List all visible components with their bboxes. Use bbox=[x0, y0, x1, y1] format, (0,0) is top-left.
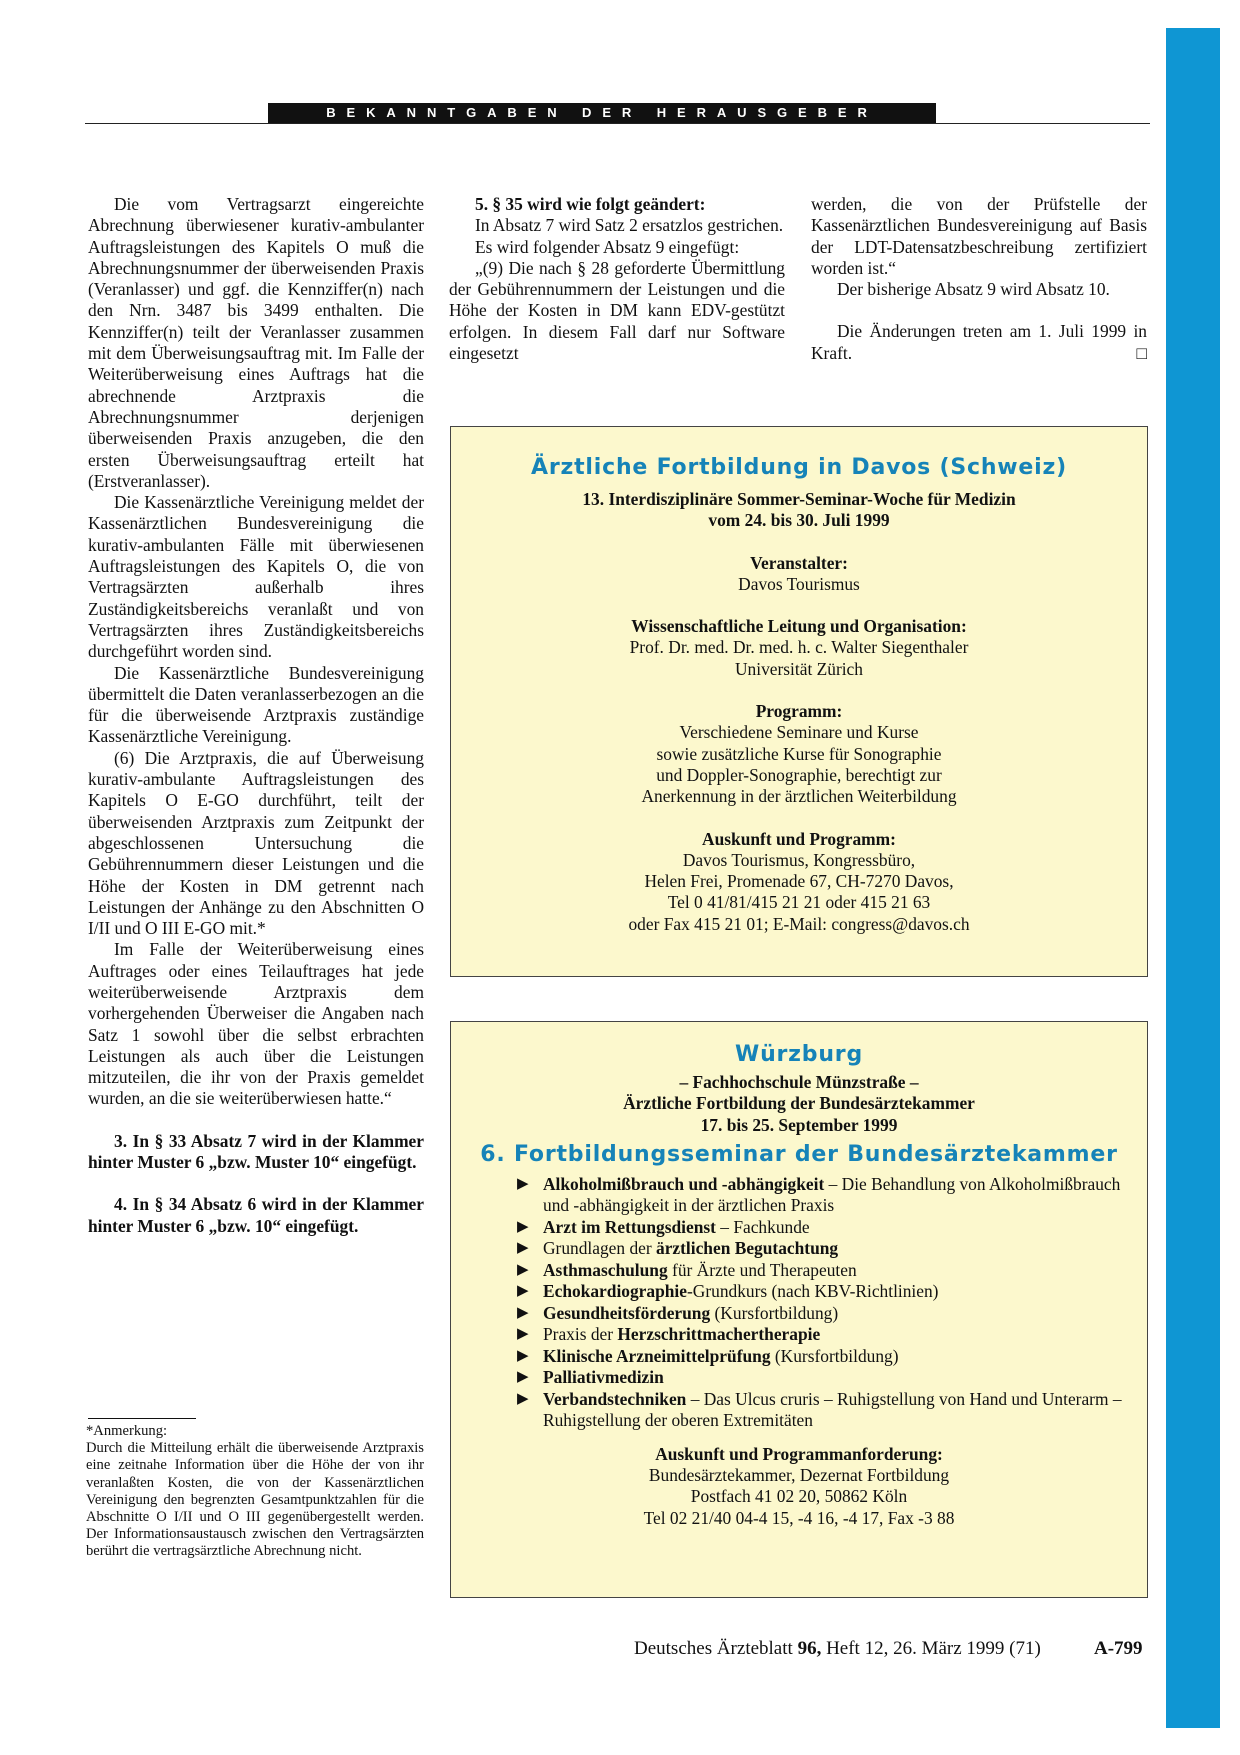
topic-name: Alkoholmißbrauch und -abhängigkeit bbox=[543, 1173, 825, 1194]
topic-name: Palliativmedizin bbox=[543, 1367, 664, 1388]
program-line: Verschiedene Seminare und Kurse bbox=[679, 722, 919, 743]
amendment-3: 3. In § 33 Absatz 7 wird in der Klammer hinter Muster 6 „bzw. Muster 10“ eingefügt. bbox=[88, 1130, 424, 1173]
program-line: und Doppler-Sonographie, berechtigt zur bbox=[656, 764, 942, 785]
topic-detail: für Ärzte und Therapeuten bbox=[667, 1259, 857, 1280]
seminar-topic-item bbox=[517, 1367, 1127, 1389]
journal-name: Deutsches Ärzteblatt bbox=[634, 1638, 793, 1659]
davos-announcement-box bbox=[450, 426, 1148, 977]
wuerzburg-announcement-box bbox=[450, 1021, 1148, 1598]
wuerzburg-dates: 17. bis 25. September 1999 bbox=[700, 1114, 898, 1135]
topic-name: Herzschrittmachertherapie bbox=[617, 1324, 821, 1345]
paragraph: Die Kassenärztliche Vereinigung meldet der Kassenärztlichen Bundesvereinigung die kurativ-ambulanten Fälle mit überwiesenen Auftragsleistungen des Kapitels O, die von Vertragsärzten außerhalb ihres Zuständigkeitsbereichs veranlaßt und von Vertragsärzten ihres Zuständigkeitsbereichs durchgeführt worden sind. bbox=[88, 492, 424, 662]
triangle-bullet-icon: ▶ bbox=[517, 1347, 529, 1364]
wuerzburg-venue: – Fachhochschule Münzstraße – bbox=[679, 1072, 919, 1092]
seminar-topic-item bbox=[517, 1324, 1127, 1346]
topic-name: Verbandstechniken bbox=[543, 1388, 687, 1409]
wuerzburg-title: Würzburg bbox=[735, 1042, 863, 1067]
seminar-topic-item bbox=[517, 1303, 1127, 1325]
topic-name: Echokardiographie bbox=[543, 1281, 687, 1302]
paragraph: werden, die von der Prüfstelle der Kassenärztlichen Bundesvereinigung auf Basis der LDT-Datensatzbeschreibung zertifiziert worden ist.“ bbox=[811, 194, 1147, 278]
lead-name: Prof. Dr. med. Dr. med. h. c. Walter Siegenthaler bbox=[629, 637, 969, 658]
topic-detail: – Fachkunde bbox=[715, 1216, 810, 1237]
topic-detail: -Grundkurs (nach KBV-Richtlinien) bbox=[686, 1281, 939, 1302]
seminar-topic-item bbox=[517, 1174, 1127, 1217]
organizer: Davos Tourismus bbox=[738, 573, 860, 594]
program-line: Anerkennung in der ärztlichen Weiterbildung bbox=[641, 786, 957, 807]
journal-volume: 96, bbox=[797, 1638, 822, 1659]
lead-org: Universität Zürich bbox=[735, 658, 863, 679]
footnote-label: *Anmerkung: bbox=[86, 1423, 168, 1439]
contact-label: Auskunft und Programmanforderung: bbox=[655, 1443, 943, 1464]
triangle-bullet-icon: ▶ bbox=[517, 1240, 529, 1257]
paragraph: „(9) Die nach § 28 geforderte Übermittlung der Gebührennummern der Leistungen und die Höhe der Kosten in DM kann EDV-gestützt erfolgen. In diesem Fall darf nur Software eingesetzt bbox=[449, 257, 785, 364]
contact-line: Bundesärztekammer, Dezernat Fortbildung bbox=[648, 1465, 950, 1486]
triangle-bullet-icon: ▶ bbox=[517, 1283, 529, 1300]
seminar-topic-item bbox=[517, 1260, 1127, 1282]
topic-detail: – Die Behandlung von Alkoholmißbrauch und -abhängigkeit in der ärztlichen Praxis bbox=[543, 1173, 1121, 1216]
info-line: oder Fax 415 21 01; E-Mail: congress@davos.ch bbox=[628, 913, 970, 934]
column-left bbox=[88, 194, 424, 1237]
amendment-5-heading: 5. § 35 wird wie folgt geändert: bbox=[475, 194, 706, 214]
topic-name: Klinische Arzneimittelprüfung bbox=[543, 1345, 771, 1366]
seminar-topic-item bbox=[517, 1346, 1127, 1368]
organizer-label: Veranstalter: bbox=[750, 552, 848, 573]
effective-date-text: Die Änderungen treten am 1. Juli 1999 in Kraft. bbox=[811, 321, 1147, 363]
topic-prefix: Praxis der bbox=[543, 1324, 618, 1345]
footnote-text: Durch die Mitteilung erhält die überweisende Arztpraxis eine zeitnahe Information über die Höhe der von ihr veranlaßten Kosten, die von der Kassenärztlichen Vereinigung den begrenzten Gesamtpunktzahlen für die Abschnitte O I/II und O III gegenübergestellt werden. Der Informationsaustausch zwischen den Vertragsärzten berührt die vertragsärztliche Abrechnung nicht. bbox=[86, 1440, 424, 1560]
paragraph: Es wird folgender Absatz 9 eingefügt: bbox=[475, 236, 740, 257]
info-line: Tel 0 41/81/415 21 21 oder 415 21 63 bbox=[667, 892, 931, 913]
paragraph: (6) Die Arztpraxis, die auf Überweisung kurativ-ambulante Auftragsleistungen des Kapitels O E-GO durchführt, teilt der überweisenden Arztpraxis zum Zeitpunkt der abgeschlossenen Untersuchung die Gebührennummern dieser Leistungen und die Höhe der Kosten in DM getrennt nach Leistungen der Anhänge zu den Abschnitten O I/II und O III E-GO mit.* bbox=[88, 747, 424, 939]
column-right bbox=[811, 194, 1147, 364]
seminar-topic-item bbox=[517, 1281, 1127, 1303]
paragraph bbox=[811, 321, 1147, 364]
header-rule bbox=[85, 123, 1150, 124]
paragraph: Im Falle der Weiterüberweisung eines Auftrages oder eines Teilauftrages hat jede weiterüberweisende Arztpraxis dem vorhergehenden Überweiser die Angaben nach Satz 1 sowohl über die selbst erbrachten Leistungen als auch über die Leistungen mitzuteilen, die ihr von der Praxis gemeldet wurden, an die sie weiterüberwiesen hatte.“ bbox=[88, 939, 424, 1109]
triangle-bullet-icon: ▶ bbox=[517, 1175, 529, 1192]
seminar-title: 6. Fortbildungsseminar der Bundesärztekammer bbox=[480, 1141, 1118, 1167]
footnote-rule bbox=[88, 1418, 196, 1419]
info-label: Auskunft und Programm: bbox=[702, 828, 896, 849]
paragraph: Die Kassenärztliche Bundesvereinigung übermittelt die Daten veranlasserbezogen an die für die überweisende Arztpraxis zuständige Kassenärztliche Vereinigung. bbox=[88, 662, 424, 747]
seminar-topic-item bbox=[517, 1217, 1127, 1239]
triangle-bullet-icon: ▶ bbox=[517, 1218, 529, 1235]
seminar-topic-item bbox=[517, 1238, 1127, 1260]
column-middle bbox=[449, 194, 785, 364]
topic-name: Gesundheitsförderung bbox=[543, 1302, 711, 1323]
paragraph: Der bisherige Absatz 9 wird Absatz 10. bbox=[837, 279, 1110, 300]
topic-name: ärztlichen Begutachtung bbox=[656, 1238, 839, 1259]
topic-prefix: Grundlagen der bbox=[543, 1238, 656, 1259]
program-line: sowie zusätzliche Kurse für Sonographie bbox=[656, 743, 942, 764]
topic-name: Arzt im Rettungsdienst bbox=[543, 1216, 716, 1237]
triangle-bullet-icon: ▶ bbox=[517, 1304, 529, 1321]
section-header: BEKANNTGABEN DER HERAUSGEBER bbox=[268, 103, 936, 123]
topic-detail: (Kursfortbildung) bbox=[770, 1345, 899, 1366]
davos-title: Ärztliche Fortbildung in Davos (Schweiz) bbox=[531, 455, 1067, 480]
triangle-bullet-icon: ▶ bbox=[517, 1261, 529, 1278]
davos-subtitle: 13. Interdisziplinäre Sommer-Seminar-Woche für Medizin bbox=[582, 489, 1016, 509]
topic-detail: – Das Ulcus cruris – Ruhigstellung von Hand und Unterarm – Ruhigstellung der oberen Extremitäten bbox=[543, 1388, 1122, 1431]
footnote bbox=[86, 1423, 424, 1561]
paragraph: Die vom Vertragsarzt eingereichte Abrechnung überwiesener kurativ-ambulanter Auftragsleistungen des Kapitels O muß die Abrechnungsnummer der überweisenden Praxis (Veranlasser) und ggf. die Kennziffer(n) nach den Nrn. 3487 bis 3499 enthalten. Die Kennziffer(n) teilt der Veranlasser zusammen mit dem Überweisungsauftrag mit. Im Falle der Weiterüberweisung eines Auftrags hat die abrechnende Arztpraxis die Abrechnungsnummer derjenigen überweisenden Praxis anzugeben, die den ersten Überweisungsauftrag erteilt hat (Erstveranlasser). bbox=[88, 194, 424, 491]
topic-name: Asthmaschulung bbox=[543, 1259, 668, 1280]
wuerzburg-organizer: Ärztliche Fortbildung der Bundesärztekammer bbox=[623, 1093, 975, 1114]
journal-issue: Heft 12, 26. März 1999 (71) bbox=[826, 1638, 1041, 1659]
davos-dates: vom 24. bis 30. Juli 1999 bbox=[708, 510, 890, 531]
triangle-bullet-icon: ▶ bbox=[517, 1326, 529, 1343]
seminar-topic-list bbox=[451, 1174, 1147, 1432]
program-label: Programm: bbox=[755, 701, 843, 722]
lead-label: Wissenschaftliche Leitung und Organisation: bbox=[631, 616, 967, 637]
contact-line: Tel 02 21/40 04-4 15, -4 16, -4 17, Fax -3 88 bbox=[643, 1507, 955, 1528]
contact-line: Postfach 41 02 20, 50862 Köln bbox=[690, 1486, 908, 1507]
info-line: Davos Tourismus, Kongressbüro, bbox=[682, 849, 916, 870]
seminar-topic-item bbox=[517, 1389, 1127, 1432]
page-number: A-799 bbox=[1094, 1638, 1143, 1659]
triangle-bullet-icon: ▶ bbox=[517, 1369, 529, 1386]
journal-footer bbox=[634, 1638, 1041, 1660]
paragraph: In Absatz 7 wird Satz 2 ersatzlos gestrichen. bbox=[475, 215, 784, 236]
triangle-bullet-icon: ▶ bbox=[517, 1390, 529, 1407]
amendment-4: 4. In § 34 Absatz 6 wird in der Klammer hinter Muster 6 „bzw. 10“ eingefügt. bbox=[88, 1194, 424, 1236]
end-mark-icon: □ bbox=[1136, 342, 1147, 363]
topic-detail: (Kursfortbildung) bbox=[710, 1302, 839, 1323]
side-color-bar bbox=[1166, 28, 1220, 1728]
info-line: Helen Frei, Promenade 67, CH-7270 Davos, bbox=[644, 871, 954, 892]
